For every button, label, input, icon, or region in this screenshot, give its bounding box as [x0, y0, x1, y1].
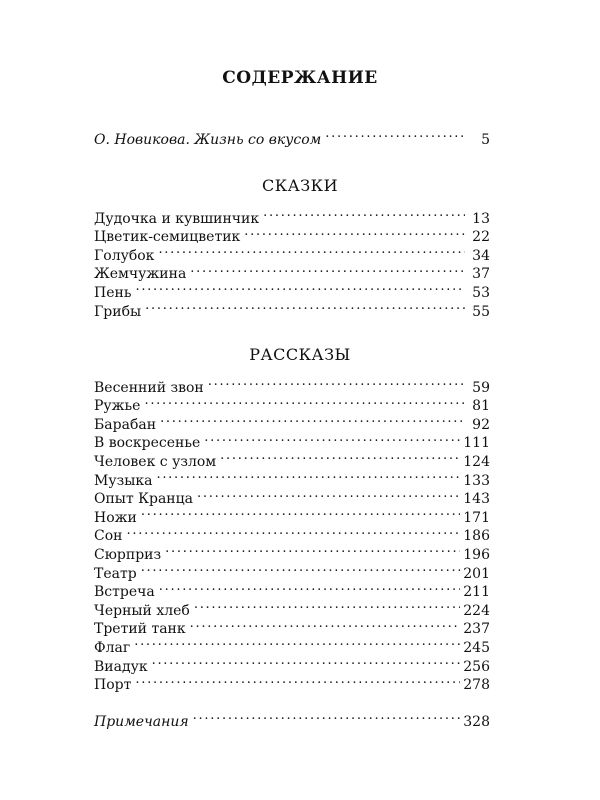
toc-entry — [94, 671, 490, 694]
toc-entry-title: Примечания — [94, 713, 189, 730]
toc-entry-intro-title — [94, 131, 325, 150]
section-title-rasskazy: РАССКАЗЫ — [249, 345, 351, 364]
page-number: 171 — [463, 509, 490, 526]
leader-dots — [194, 596, 460, 615]
toc-entry — [94, 410, 490, 433]
toc-entry — [94, 392, 490, 415]
toc-entry — [94, 522, 490, 545]
section-title-skazki: СКАЗКИ — [261, 176, 339, 195]
toc-entry-title: Виадук — [94, 658, 148, 675]
toc-entry — [94, 652, 490, 675]
toc-entry-title: Встреча — [94, 584, 155, 601]
page-number: 224 — [463, 602, 490, 619]
page-number: 186 — [463, 528, 490, 545]
leader-dots — [135, 278, 465, 297]
page-number: 237 — [463, 621, 490, 638]
leader-dots — [158, 241, 465, 260]
page-number: 143 — [463, 491, 490, 508]
toc-entry — [94, 503, 490, 526]
page-number: 5 — [481, 131, 490, 148]
toc-entry — [94, 633, 490, 656]
leader-dots — [208, 373, 465, 392]
toc-entry-title: Голубок — [94, 247, 155, 264]
page-number: 133 — [463, 472, 490, 489]
leader-dots — [135, 671, 460, 690]
leader-dots — [156, 466, 460, 485]
page-number: 111 — [463, 435, 490, 452]
page-number: 201 — [463, 565, 490, 582]
leader-dots — [165, 540, 460, 559]
toc-entry-title: Грибы — [94, 303, 142, 320]
leader-dots — [190, 260, 465, 279]
toc-entry-title: Весенний звон — [94, 379, 204, 396]
notes-list — [94, 707, 490, 730]
leader-dots — [160, 410, 465, 429]
toc-entry-intro — [94, 125, 490, 148]
toc-entry-title: Черный хлеб — [94, 602, 190, 619]
toc-entry-title: Жемчужина — [94, 266, 187, 283]
leader-dots — [193, 707, 461, 726]
leader-dots — [159, 578, 461, 597]
toc-entry — [94, 297, 490, 320]
leader-dots — [263, 204, 465, 223]
toc-entry-title: Пень — [94, 284, 132, 301]
toc-entry — [94, 373, 490, 396]
toc-entry-title: Третий танк — [94, 621, 186, 638]
toc-entry — [94, 578, 490, 601]
toc-entry-title: Сюрприз — [94, 546, 162, 563]
page-title: СОДЕРЖАНИЕ — [222, 68, 378, 88]
page-number: 278 — [463, 677, 490, 694]
intro-list — [94, 125, 490, 148]
page-number: 55 — [472, 303, 490, 320]
toc-entry-title: Сон — [94, 528, 123, 545]
page-number: 211 — [463, 584, 490, 601]
toc-entry — [94, 204, 490, 227]
toc-entry-title: Барабан — [94, 416, 157, 433]
page-number: 81 — [472, 398, 490, 415]
toc-entry-title: Ружье — [94, 398, 141, 415]
toc-entry-title: Опыт Кранца — [94, 491, 193, 508]
toc-entry — [94, 540, 490, 563]
leader-dots — [134, 633, 460, 652]
rasskazy-list — [94, 373, 490, 694]
toc-entry — [94, 559, 490, 582]
leader-dots — [145, 297, 465, 316]
leader-dots — [126, 522, 460, 541]
skazki-list — [94, 204, 490, 320]
toc-entry-title: Флаг — [94, 639, 131, 656]
page-number: 22 — [472, 229, 490, 246]
page-number: 328 — [463, 713, 490, 730]
leader-dots — [190, 615, 461, 634]
leader-dots — [152, 652, 461, 671]
toc-entry-intro-title-text: Жизнь со вкусом — [194, 131, 322, 148]
toc-entry-title: Человек с узлом — [94, 453, 217, 470]
toc-entry-title: Музыка — [94, 472, 153, 489]
page-number: 245 — [463, 639, 490, 656]
page-number: 37 — [472, 266, 490, 283]
leader-dots — [204, 429, 460, 448]
leader-dots — [220, 447, 460, 466]
leader-dots — [325, 125, 465, 144]
toc-entry-title: Порт — [94, 677, 132, 694]
toc-entry-title: Ножи — [94, 509, 137, 526]
page-number: 92 — [472, 416, 490, 433]
toc-entry — [94, 278, 490, 301]
toc-entry-title: Театр — [94, 565, 137, 582]
toc-entry-title: Дудочка и кувшинчик — [94, 210, 260, 227]
leader-dots — [141, 559, 461, 578]
page-number: 53 — [472, 284, 490, 301]
page-number: 256 — [463, 658, 490, 675]
page-number: 34 — [472, 247, 490, 264]
page-number: 13 — [472, 210, 490, 227]
leader-dots — [144, 392, 465, 411]
page-number: 196 — [463, 546, 490, 563]
toc-entry-title: В воскресенье — [94, 435, 201, 452]
leader-dots — [197, 485, 460, 504]
toc-entry-title: Цветик-семицветик — [94, 229, 241, 246]
leader-dots — [244, 223, 465, 242]
page-number: 59 — [472, 379, 490, 396]
toc-entry-notes — [94, 707, 490, 730]
toc-entry-intro-author: О. Новикова. — [94, 131, 190, 148]
page-number: 124 — [463, 453, 490, 470]
leader-dots — [141, 503, 460, 522]
